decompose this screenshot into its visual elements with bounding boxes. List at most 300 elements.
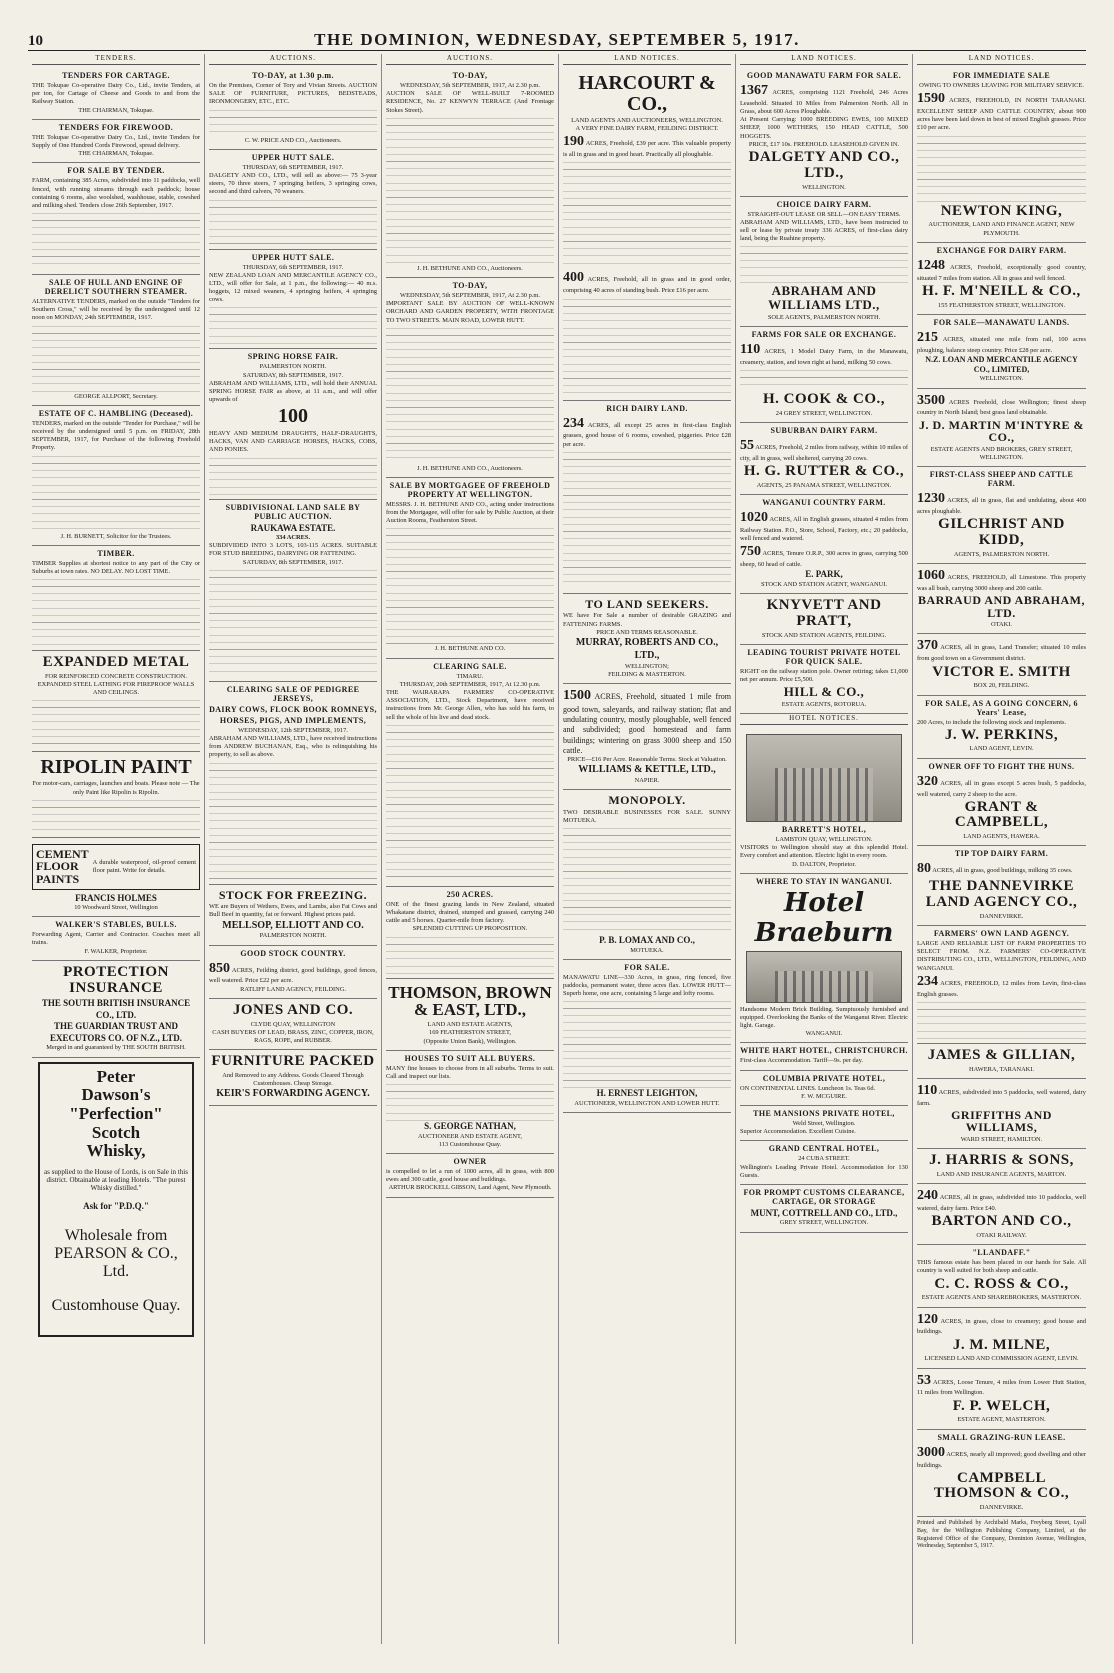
ad-signature: F. WALKER, Proprietor.: [84, 947, 148, 955]
ad-text: ONE of the finest grazing lands in New Zealand, situated Whakatane district, drained, stumped and grassed, carrying 240 cattle and 5 horses. Quarter-mile from factory.: [386, 900, 554, 925]
ad-firm: RATLIFF LAND AGENCY, FEILDING.: [240, 985, 346, 993]
column-heading: LAND NOTICES.: [917, 54, 1086, 65]
ad-firm: C. C. ROSS & CO.,: [934, 1275, 1069, 1292]
whisky-line: Peter: [96, 1066, 136, 1086]
ad-signature: D. DALTON, Proprietor.: [792, 860, 856, 868]
ad-title: BARRETT'S HOTEL,: [781, 824, 867, 834]
ad-acres: 215: [917, 329, 938, 345]
ad-firm: DALGETY AND CO., LTD.,: [748, 149, 900, 181]
whisky-line: Whisky,: [86, 1141, 146, 1161]
ad-firm: J. W. PERKINS,: [944, 726, 1059, 743]
ad-place: STOCK AND STATION AGENTS, FEILDING.: [761, 631, 887, 639]
ad-text: ACRES, Freehold, situated 1 mile from good town, saleyards, and railway station; flat and undulating country, mostly ploughable, well fenced and subdivided; good homestead and farm buildings; wintering on grass 3000 sheep and 150 cattle.: [563, 691, 732, 755]
ad-title: FARMS FOR SALE OR EXCHANGE.: [751, 329, 897, 339]
ad-wanganui-farm: [740, 495, 908, 594]
ad-spring-horse-fair: [209, 349, 377, 499]
ad-choice-dairy: [740, 197, 908, 327]
ad-llandaff: [917, 1245, 1086, 1307]
ad-text: FOR REINFORCED CONCRETE CONSTRUCTION. EXPANDED STEEL LATHING FOR FIREPROOF WALLS AND CEILINGS.: [37, 672, 195, 697]
text-block: [32, 323, 200, 393]
ad-title: 250 ACRES.: [446, 889, 494, 899]
horse-count: 100: [278, 405, 308, 428]
ad-title: OWNER OFF TO FIGHT THE HUNS.: [928, 761, 1075, 771]
ad-tenders-cartage: [32, 68, 200, 120]
ad-title: SPRING HORSE FAIR.: [247, 352, 339, 362]
ad-place: DANNEVIRKE.: [979, 912, 1024, 920]
text-block: [32, 210, 200, 270]
ad-title: SALE OF HULL AND ENGINE OF DERELICT SOUTHERN STEAMER.: [44, 278, 188, 297]
ad-owner: [386, 1154, 554, 1198]
ad-rich-dairy: [563, 401, 731, 594]
ad-firm: J. D. MARTIN M'INTYRE & CO.,: [918, 417, 1085, 445]
whisky-ask: Ask for "P.D.Q.": [83, 1201, 149, 1212]
ad-title: GOOD MANAWATU FARM FOR SALE.: [746, 71, 902, 80]
ad-title: GRAND CENTRAL HOTEL,: [768, 1144, 880, 1154]
ad-place: WANGANUI.: [805, 1030, 843, 1038]
text-block: [386, 722, 554, 882]
ad-title: THOMSON, BROWN & EAST, LTD.,: [388, 982, 552, 1020]
ad-clearing-sale: [386, 659, 554, 887]
ad-title: UPPER HUTT SALE.: [251, 252, 335, 262]
ad-text: ACRES, FREEHOLD, all Limestone. This property was all bush, carrying 3000 sheep and 200 cattle.: [917, 574, 1086, 592]
ad-place: TIMARU.: [456, 672, 484, 680]
ad-address: CLYDE QUAY, WELLINGTON: [250, 1020, 336, 1028]
ad-text: Handsome Modern Brick Building. Sumptuously furnished and equipped. Overlooking the Banks of the Wanganui River. Electric light. Garage.: [740, 1005, 908, 1030]
ad-title: TO-DAY, at 1.30 p.m.: [252, 71, 334, 80]
ad-date: THURSDAY, 6th SEPTEMBER, 1917.: [242, 163, 344, 171]
ad-griffiths: [917, 1079, 1086, 1149]
ad-title: ESTATE OF C. HAMBLING (Deceased).: [38, 408, 194, 418]
ad-thomson-brown: [386, 979, 554, 1051]
ad-title: OWNER: [453, 1157, 487, 1167]
ad-text: ABRAHAM AND WILLIAMS, LTD., have been instructed to sell or lease by private treaty 336 ACRES, of first-class dairy land, being the Ruahine property.: [740, 218, 908, 243]
ad-address: AGENTS, 25 PANAMA STREET, WELLINGTON.: [756, 481, 892, 489]
ad-text: Forwarding Agent, Carrier and Contractor. Coaches meet all trains.: [32, 931, 200, 947]
ad-barraud: [917, 564, 1086, 634]
ad-firm: MELLSOP, ELLIOTT AND CO.: [222, 919, 364, 931]
ad-text: ACRES, all in grass, good buildings, milking 35 cows.: [932, 867, 1073, 875]
ad-furniture: [209, 1050, 377, 1106]
ad-text: ACRES, situated one mile from rail, 100 acres ploughing, balance steep country. Price £28 per acre.: [917, 335, 1086, 354]
ad-line: THE GUARDIAN TRUST AND EXECUTORS CO. OF N.Z., LTD.: [50, 1021, 182, 1043]
ad-text: is compelled to let a run of 1000 acres, all in grass, with 800 ewes and 300 cattle, good house and buildings.: [386, 1168, 554, 1184]
cement-box: [32, 844, 200, 890]
ad-manawatu-lands: [917, 315, 1086, 389]
ad-text: FARM, containing 385 Acres, subdivided into 11 paddocks, well fenced, with running streams through each paddock; house containing 6 rooms, also woolshed, washhouse, stable, cowshed and milking shed. Tenders close 26th September, 1917.: [32, 177, 200, 209]
ad-place: LAND AND INSURANCE AGENTS, MARTON.: [936, 1171, 1067, 1178]
column-heading: AUCTIONS.: [386, 54, 554, 65]
ad-place: LICENSED LAND AND COMMISSION AGENT, LEVIN.: [924, 1355, 1079, 1363]
ad-mcintyre: [917, 389, 1086, 468]
ad-date: WEDNESDAY, 12th SEPTEMBER, 1917.: [238, 726, 348, 734]
ad-firm: J. H. BETHUNE AND CO.: [434, 645, 506, 653]
ad-title: FOR SALE, AS A GOING CONCERN, 6 Years' Lease,: [925, 698, 1078, 717]
ad-title: FOR IMMEDIATE SALE: [952, 71, 1051, 80]
ad-text: VISITORS to Wellington should stay at this splendid Hotel. Every comfort and attention. Electric light in every room.: [740, 844, 908, 860]
ad-acres: 240: [917, 1188, 938, 1204]
ad-text: ACRES, Freehold, all in grass and in good order, comprising 40 acres of standing bush. Price £16 per acre.: [563, 276, 731, 295]
column-heading: TENDERS.: [32, 54, 200, 65]
cement-word: CEMENT: [36, 846, 89, 861]
ad-signature: C. W. PRICE AND CO., Auctioneers.: [244, 136, 342, 144]
text-block: [386, 1081, 554, 1121]
ad-address: 24 GREY STREET, WELLINGTON.: [775, 409, 873, 417]
ad-title: "LLANDAFF.": [972, 1248, 1031, 1258]
ad-title: UPPER HUTT SALE.: [251, 152, 335, 162]
ad-title: FOR PROMPT CUSTOMS CLEARANCE, CARTAGE, OR STORAGE: [743, 1187, 905, 1206]
ad-text: ACRES, nearly all improved; good dwelling and other buildings.: [917, 1450, 1086, 1469]
ad-mansions: [740, 1106, 908, 1141]
hotel-illustration: [746, 951, 902, 1003]
ad-good-manawatu-farm: [740, 68, 908, 197]
ad-firm: J. H. BETHUNE AND CO., Auctioneers.: [417, 264, 523, 272]
ad-acres: 234: [917, 973, 938, 989]
whisky-text: as supplied to the House of Lords, is on Sale in this district. Obtainable at leading Hotels. "The purest Whisky distilled.": [44, 1168, 188, 1193]
ad-signature: J. H. BURNETT, Solicitor for the Trustees.: [60, 532, 172, 540]
ad-title: TENDERS FOR CARTAGE.: [62, 71, 170, 80]
ad-signature: F. W. MCGUIRE.: [801, 1092, 847, 1100]
ad-text: THE WAIRARAPA FARMERS' CO-OPERATIVE ASSOCIATION, LTD., Stock Department, have received instructions from Mr. George Allen, who has sold his farm, to sell the whole of his live and dead stock.: [386, 689, 554, 721]
ad-harris: [917, 1149, 1086, 1184]
ad-title: CHOICE DAIRY FARM.: [776, 199, 872, 209]
ad-place: 24 CUBA STREET.: [798, 1155, 850, 1163]
ad-date: SATURDAY, 8th SEPTEMBER, 1917.: [242, 558, 344, 566]
ad-title: TENDERS FOR FIREWOOD.: [58, 122, 174, 132]
ad-title: THE MANSIONS PRIVATE HOTEL,: [753, 1109, 895, 1119]
ad-text: ACRES, all except 25 acres in first-class English grasses, good house of 6 rooms, cowshed, piggeries. Price £28 per acre.: [563, 421, 731, 448]
ad-place: WELLINGTON.: [802, 183, 846, 191]
whisky-address: Customhouse Quay.: [51, 1297, 181, 1315]
ad-text: ABRAHAM AND WILLIAMS, LTD., have received instructions from ANDREW BUCHANAN, Esq., who is relinquishing his property, to sell as above.: [209, 734, 377, 759]
text-block: [386, 525, 554, 645]
ad-text: ACRES, all in grass, flat and undulating, about 400 acres ploughable.: [917, 497, 1087, 516]
ad-subtitle: SPLENDID CUTTING UP PROPOSITION.: [412, 925, 528, 933]
text-block: [209, 107, 377, 137]
ad-land-seekers: [563, 594, 731, 684]
column-land-3: [913, 54, 1090, 1644]
ad-place: STOCK AND STATION AGENT, WANGANUI.: [761, 580, 887, 588]
floor-word: FLOOR: [36, 859, 79, 874]
ad-lower-hutt: [386, 278, 554, 478]
ad-title: WANGANUI COUNTRY FARM.: [762, 498, 886, 507]
whisky-wholesale: Wholesale from PEARSON & CO., Ltd.: [54, 1227, 178, 1281]
ad-note: (Opposite Union Bank), Wellington.: [423, 1037, 517, 1045]
ad-place: DANNEVIRKE.: [979, 1504, 1024, 1512]
ad-firm: KNYVETT AND PRATT,: [766, 597, 882, 629]
column-heading: AUCTIONS.: [209, 54, 377, 65]
ad-acres: 1248: [917, 257, 945, 273]
ad-estate: RAUKAWA ESTATE.: [250, 522, 336, 533]
ad-firm: ARTHUR BROCKELL GIBSON, Land Agent, New Plymouth.: [388, 1184, 552, 1192]
ad-acres: 110: [740, 341, 761, 357]
ad-dannevirke: [917, 846, 1086, 926]
ad-firm: BARRAUD AND ABRAHAM, LTD.: [917, 593, 1085, 620]
text-block: [563, 296, 731, 396]
ad-text: Wellington's Leading Private Hotel. Accommodation for 130 Guests.: [740, 1163, 908, 1179]
ad-text: For motor-cars, carriages, launches and boats. Please note — The only Paint like Ripolin is Ripolin.: [32, 780, 200, 796]
ad-250-acres: [386, 887, 554, 979]
ad-suburban-dairy: [740, 423, 908, 495]
ad-title: EXCHANGE FOR DAIRY FARM.: [936, 245, 1067, 255]
ad-text: ACRES, 1 Model Dairy Farm, in the Manawatu, creamery, station, and town right at hand, milking 50 cows.: [740, 347, 908, 366]
ad-subtitle: AUCTIONEER, LAND AND FINANCE AGENT, NEW PLYMOUTH.: [928, 221, 1075, 237]
ad-white-hart: [740, 1043, 908, 1070]
ad-firm: VICTOR E. SMITH: [932, 663, 1071, 680]
ad-agents: FEILDING & MASTERTON.: [608, 670, 686, 678]
ad-place: BOX 20, FEILDING.: [973, 682, 1030, 690]
ad-customs: [740, 1185, 908, 1233]
ad-place: LAMBTON QUAY, WELLINGTON.: [775, 835, 873, 843]
ad-place: WELLINGTON.: [979, 375, 1024, 383]
ad-acres: 80: [917, 861, 931, 877]
ad-acres: 234: [563, 415, 584, 431]
imprint: [917, 1517, 1086, 1555]
ad-text: ACRES, Freehold, exceptionally good country, situated 7 miles from station. All in grass and well fenced.: [917, 263, 1087, 282]
ad-ripolin: [32, 752, 200, 837]
ad-date: SATURDAY, 8th SEPTEMBER, 1917.: [242, 371, 344, 379]
ad-upper-hutt: [209, 150, 377, 250]
columns: [28, 54, 1090, 1644]
ad-price: PRICE, £17 10s. FREEHOLD. LEASEHOLD GIVEN IN.: [748, 140, 900, 148]
ad-firm: H. ERNEST LEIGHTON,: [596, 1088, 698, 1099]
ad-text: Superior Accommodation. Excellent Cuisine.: [740, 1128, 856, 1136]
text-block: [32, 697, 200, 747]
ad-firm: H. COOK & CO.,: [763, 391, 885, 408]
ad-text: TWO DESIRABLE BUSINESSES FOR SALE. SUNNY MOTUEKA.: [563, 808, 731, 824]
ad-grant-campbell: [917, 759, 1086, 847]
ad-columbia: [740, 1071, 908, 1106]
ad-address: 169 FEATHERSTON STREET,: [429, 1029, 511, 1037]
ad-campbell-thomson: [917, 1430, 1086, 1518]
ad-title: SUBDIVISIONAL LAND SALE BY PUBLIC AUCTION.: [225, 502, 361, 521]
ad-acres: 850: [209, 960, 230, 976]
ad-text: TIMBER Supplies at shortest notice to any part of the City or Suburbs at town rates. NO DELAY. NO LOST TIME.: [32, 559, 200, 575]
ad-good-stock: [209, 946, 377, 999]
ad-title: FOR SALE—MANAWATU LANDS.: [933, 317, 1070, 327]
ad-place: WELLINGTON;: [625, 662, 669, 670]
ad-timber: [32, 546, 200, 651]
ad-text: ON CONTINENTAL LINES. Luncheon 1s. Teas 6d.: [740, 1084, 876, 1092]
text-block: [386, 325, 554, 465]
ad-text: And Removed to any Address. Goods Cleared Through Customhouses. Cheap Storage.: [222, 1071, 364, 1088]
ad-firm: CAMPBELL THOMSON & CO.,: [933, 1469, 1070, 1502]
ad-title: RIPOLIN PAINT: [40, 756, 192, 779]
section-heading: HOTEL NOTICES.: [740, 714, 908, 725]
ad-acres: 1020: [740, 510, 768, 525]
ad-firm: S. GEORGE NATHAN,: [424, 1121, 516, 1132]
text-block: [32, 576, 200, 646]
ad-text: THE Tokupae Co-operative Dairy Co., Ltd., invite Tenders for Supply of One Hundred Cords Firewood, spread delivery.: [32, 133, 200, 149]
ad-firm: MURRAY, ROBERTS AND CO., LTD.,: [575, 637, 719, 661]
paints-word: PAINTS: [36, 872, 80, 886]
ad-text: ACRES, All in English grasses, situated 4 miles from Railway Station. P.O., Store, School, Factory, etc.; 20 paddocks, well fenced and watered.: [740, 516, 909, 543]
ad-acres: 1590: [917, 91, 945, 107]
ad-text: CASH BUYERS OF LEAD, BRASS, ZINC, COPPER, IRON, RAGS, ROPE, and RUBBER.: [212, 1028, 374, 1044]
ad-firm: P. B. LOMAX AND CO.,: [599, 935, 695, 946]
text-block: [386, 115, 554, 265]
ad-place: LAND AGENT, LEVIN.: [969, 745, 1034, 753]
ad-text: ACRES, all in grass, Land Transfer; situated 10 miles from good town on a Government district.: [917, 644, 1087, 663]
ad-firm: GILCHRIST AND KIDD,: [938, 516, 1065, 549]
ad-firm: GRIFFITHS AND WILLIAMS,: [951, 1107, 1052, 1135]
ad-place: ESTATE AGENTS AND BROKERS, GREY STREET, WELLINGTON.: [930, 445, 1073, 462]
text-block: [917, 133, 1086, 203]
ad-mortgagee: [386, 478, 554, 659]
masthead: [28, 30, 1086, 51]
ad-title: TIP TOP DAIRY FARM.: [954, 849, 1049, 859]
ad-monopoly: [563, 790, 731, 960]
ad-text: WE are Buyers of Wethers, Ewes, and Lambs, also Fat Cows and Bull Beef in quantity, fat or forward. Highest prices paid.: [209, 903, 377, 919]
ad-place: HAWERA, TARANAKI.: [968, 1065, 1035, 1073]
ad-firm: HILL & CO.,: [783, 684, 865, 700]
ad-cement-floor: [32, 838, 200, 917]
ad-subtitle: LAND AGENTS AND AUCTIONEERS, WELLINGTON.: [571, 117, 723, 124]
column-heading: LAND NOTICES.: [563, 54, 731, 65]
ad-text: ACRES, in grass, close to creamery; good house and buildings.: [917, 1317, 1086, 1336]
text-block: [563, 449, 731, 589]
ad-james-gillian: [917, 1044, 1086, 1079]
text-block: [209, 760, 377, 880]
ad-text: THIS famous estate has been placed in our hands for Sale. All country is well suited for both sheep and cattle.: [917, 1259, 1086, 1275]
ad-jones: [209, 999, 377, 1050]
text-block: [209, 455, 377, 495]
ad-address: 155 FEATHERSTON STREET, WELLINGTON.: [937, 301, 1066, 309]
ad-title: RICH DAIRY LAND.: [606, 403, 688, 413]
text-block: [740, 367, 908, 391]
ad-title: TO-DAY,: [452, 280, 488, 290]
ad-place: PALMERSTON NORTH.: [259, 363, 327, 371]
ad-firm: MUNT, COTTRELL AND CO., LTD.,: [750, 1207, 898, 1218]
newspaper-title: THE DOMINION, WEDNESDAY, SEPTEMBER 5, 1917.: [314, 30, 800, 49]
ad-price: PRICE AND TERMS REASONABLE.: [596, 628, 698, 636]
ad-firm: THE DANNEVIRKE LAND AGENCY CO.,: [925, 878, 1078, 911]
ad-title: JONES AND CO.: [232, 1001, 354, 1018]
ad-text: DALGETY AND CO., LTD., will sell as above:— 75 3-year steers, 70 three steers, 7 springing heifers, 3 springing cows, second and third calvers, 70 weaners.: [209, 171, 377, 196]
ad-for-sale-tender: [32, 163, 200, 275]
ad-price: PRICE—£16 Per Acre. Reasonable Terms. Stock at Valuation.: [567, 756, 727, 764]
ad-milne: [917, 1308, 1086, 1369]
ad-farm: A VERY FINE DAIRY FARM, FEILDING DISTRICT.: [575, 125, 719, 133]
ad-text: 200 Acres, to include the following stock and implements.: [917, 718, 1067, 726]
ad-place: SOLE AGENTS, PALMERSTON NORTH.: [767, 313, 881, 321]
text-block: [32, 797, 200, 833]
braeburn-logo: Hotel Braeburn: [754, 887, 894, 948]
agent-address: 10 Woodward Street, Wellington: [74, 904, 158, 912]
ad-tenders-firewood: [32, 120, 200, 164]
text-block: [563, 159, 731, 269]
ad-address: AUCTIONEER, WELLINGTON AND LOWER HUTT.: [574, 1099, 720, 1107]
ad-hotel-braeburn: [740, 874, 908, 1044]
ad-grand-central: [740, 1141, 908, 1185]
ad-line: THE SOUTH BRITISH INSURANCE CO., LTD.: [41, 998, 191, 1020]
text-block: [740, 243, 908, 283]
ad-firm: E. PARK,: [805, 569, 843, 580]
ad-acres: 3500: [917, 392, 945, 408]
ad-acres: 120: [917, 1311, 938, 1327]
ad-walkers-stables: [32, 917, 200, 961]
ad-whisky: [38, 1062, 194, 1337]
whisky-line: Dawson's: [81, 1085, 151, 1105]
ad-title: WALKER'S STABLES, BULLS.: [55, 920, 177, 930]
ad-pedigree: [209, 682, 377, 885]
ad-acres: 53: [917, 1372, 931, 1388]
ad-upper-hutt-2: [209, 250, 377, 350]
ad-place: Weld Street, Wellington.: [792, 1120, 856, 1128]
ad-date: THURSDAY, 6th SEPTEMBER, 1917.: [242, 263, 344, 271]
ad-line: Merged in and guaranteed by THE SOUTH BRITISH.: [46, 1044, 186, 1052]
ad-title: SALE BY MORTGAGEE OF FREEHOLD PROPERTY AT WELLINGTON.: [389, 480, 551, 499]
agent-name: FRANCIS HOLMES: [75, 892, 157, 903]
ad-acres: 750: [740, 544, 761, 560]
ad-text: SUBDIVIDED INTO 3 LOTS, 103-115 ACRES. SUITABLE FOR STUD BREEDING, DAIRYING OR FATTENING.: [209, 542, 377, 558]
ad-signature: THE CHAIRMAN, Tokupae.: [78, 106, 154, 114]
ad-title: FOR SALE BY TENDER.: [67, 166, 165, 176]
ad-text: ACRES, Freehold, 2 miles from railway, within 10 miles of city, all in grass, well sheltered, carrying 20 cows.: [740, 443, 908, 462]
ad-acres: 400: [563, 270, 584, 286]
text-block: [209, 304, 377, 344]
ad-firm: JAMES & GILLIAN,: [927, 1046, 1076, 1063]
ad-address: GREY STREET, WELLINGTON.: [779, 1219, 869, 1227]
column-auctions-2: [382, 54, 559, 1644]
ad-protection-insurance: [32, 961, 200, 1058]
ad-firm: J. H. BETHUNE AND CO., Auctioneers.: [417, 464, 523, 472]
ad-text: NEW ZEALAND LOAN AND MERCANTILE AGENCY CO., LTD., will offer for Sale, at 1 p.m., the following:— 40 m.s. hoggets, 12 mixed weaners, 4 springing heifers, 4 springing cows.: [209, 271, 377, 304]
ad-title: FURNITURE PACKED: [211, 1053, 375, 1070]
ad-acres: 190: [563, 134, 584, 150]
ad-sale-engine: [32, 275, 200, 406]
ad-firm: F. P. WELCH,: [952, 1397, 1051, 1414]
ad-today-hutt: [386, 68, 554, 278]
column-tenders: [28, 54, 205, 1644]
ad-text: MANY fine houses to choose from in all suburbs. Terms to suit. Call and inspect our lists.: [386, 1064, 554, 1080]
ad-hotel-sale: [740, 645, 908, 714]
text-block: [386, 934, 554, 974]
text-block: [563, 998, 731, 1088]
ad-acres: 1367: [740, 83, 768, 98]
ad-subtitle: LAND AND ESTATE AGENTS,: [427, 1021, 513, 1029]
ad-firm: J. M. MILNE,: [952, 1336, 1051, 1353]
ad-text: ACRES, comprising 1121 Freehold, 246 Acres Leasehold. Situated 10 Miles from Palmerston North. All in Grass, about 600 Acres Ploughable.: [740, 89, 909, 116]
ad-acres: 110: [917, 1082, 938, 1098]
ad-acres: 320: [917, 773, 938, 789]
ad-text: ABRAHAM AND WILLIAMS, LTD., will hold their ANNUAL SPRING HORSE FAIR as above, at 11 a.m., and will offer upwards of: [209, 379, 377, 404]
ad-expanded-metal: [32, 651, 200, 752]
ad-knyvett: [740, 594, 908, 645]
ad-barretts-hotel: [740, 728, 908, 874]
ad-text: ACRES, FREEHOLD, 12 miles from Levin, first-class English grasses.: [917, 979, 1086, 998]
ad-firm: H. G. RUTTER & CO.,: [743, 463, 905, 480]
ad-1500-acres: [563, 684, 731, 790]
ad-title: GOOD STOCK COUNTRY.: [240, 948, 346, 958]
ad-acres: 55: [740, 437, 754, 453]
ad-subtitle: STRAIGHT-OUT LEASE OR SELL—ON EASY TERMS.: [747, 210, 901, 218]
ad-text: ACRES, subdivided into 5 paddocks, well watered, dairy farm.: [917, 1088, 1086, 1107]
ad-acres: 1230: [917, 491, 945, 507]
ad-place: ESTATE AGENTS AND SHAREBROKERS, MASTERTON.: [921, 1294, 1082, 1302]
ad-text: ACRES, Freehold, £39 per acre. This valuable property is all in grass and in good heart. Practically all ploughable.: [563, 140, 731, 159]
ad-place: LAND AGENTS, HAWERA.: [963, 833, 1040, 841]
printer-imprint: Printed and Published by Archibald Marks, Freyberg Street, Lyall Bay, for the Wellington Publishing Company, Limited, at the Registered Office of the Company, Dominion Avenue, Wellington, Wednesday, September 5, 1917.: [917, 1520, 1086, 1550]
column-land-2: [736, 54, 913, 1644]
text-block: [32, 453, 200, 533]
ad-title: FARMERS' OWN LAND AGENCY.: [933, 929, 1070, 938]
ad-heading: WHERE TO STAY IN WANGANUI.: [755, 876, 893, 886]
ad-address: 113 Customhouse Quay.: [438, 1140, 502, 1148]
ad-text: On the Premises, Corner of Tory and Vivian Streets. AUCTION SALE OF FURNITURE, PICTURES, BEDSTEADS, IRONMONGERY, ETC., ETC.: [209, 82, 377, 106]
column-land-1: [559, 54, 736, 1644]
ad-title: EXPANDED METAL: [42, 654, 190, 671]
ad-text: ALTERNATIVE TENDERS, marked on the outside "Tenders for Southern Cross," will be received by the undersigned until 12 noon on MONDAY, 24th SEPTEMBER, 1917.: [32, 298, 200, 322]
